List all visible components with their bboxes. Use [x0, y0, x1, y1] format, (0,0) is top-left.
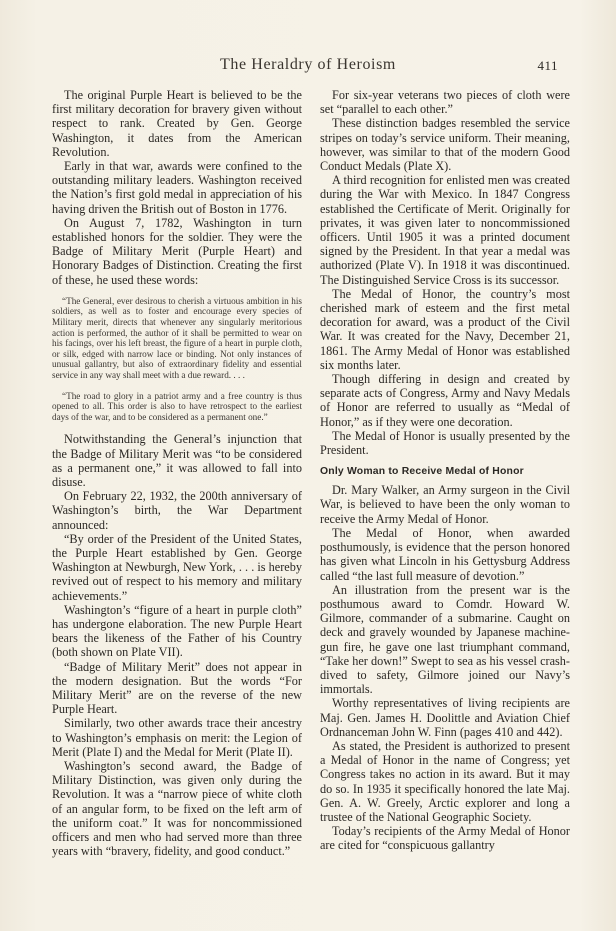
paragraph: Today’s recipients of the Army Medal of Honor are cited for “conspicuous gallantry	[320, 824, 570, 853]
paragraph: Worthy representatives of living recipients are Maj. Gen. James H. Doolittle and Aviation Chief Ordnanceman John W. Finn (pages 410 and 442).	[320, 696, 570, 739]
paragraph: On February 22, 1932, the 200th anniversary of Washington’s birth, the War Department announced:	[52, 489, 302, 532]
paragraph: The Medal of Honor is usually presented by the President.	[320, 428, 570, 458]
paragraph: Early in that war, awards were confined to the outstanding military leaders. Washington received the Nation’s first gold medal in appreciation of his having driven the British out of Boston in 1776.	[52, 159, 302, 216]
right-column	[320, 88, 570, 858]
paragraph: As stated, the President is authorized to present a Medal of Honor in the name of Congress; yet Congress takes no action in its award. But it may do so. In 1935 it specifically honored the late Maj. Gen. A. W. Greely, Arctic explorer and long a trustee of the National Geographic Society.	[320, 738, 570, 824]
paragraph: These distinction badges resembled the service stripes on today’s service uniform. Their meaning, however, was similar to that of the modern Good Conduct Medals (Plate X).	[320, 116, 570, 174]
text-columns	[52, 88, 570, 858]
paragraph: For six-year veterans two pieces of cloth were set “parallel to each other.”	[320, 88, 570, 117]
paragraph: An illustration from the present war is the posthumous award to Comdr. Howard W. Gilmore, commander of a submarine. Caught on deck and gravely wounded by Japanese machine-gun fire, he gave one last triumphant command, “Take her down!” Swept to sea as his vessel crash-dived to safety, Gilmore joined our Navy’s immortals.	[320, 582, 570, 697]
page-header	[52, 56, 564, 78]
paragraph: “By order of the President of the United States, the Purple Heart established by Gen. George Washington at Newburgh, New York, . . . is hereby revived out of respect to his memory and military achievements.”	[52, 531, 302, 603]
paragraph: Similarly, two other awards trace their ancestry to Washington’s emphasis on merit: the Legion of Merit (Plate I) and the Medal for Merit (Plate II).	[52, 716, 302, 759]
paragraph: On August 7, 1782, Washington in turn established honors for the soldier. They were the Badge of Military Merit (Purple Heart) and Honorary Badges of Distinction. Creating the first of these, he used these words:	[52, 215, 302, 287]
paragraph: A third recognition for enlisted men was created during the War with Mexico. In 1847 Congress established the Certificate of Merit. Originally for privates, it was given later to noncommissioned officers. Until 1905 it was a printed document signed by the President. In that year a medal was authorized (Plate V). In 1918 it was discontinued. The Distinguished Service Cross is its successor.	[320, 173, 570, 287]
block-quote: “The General, ever desirous to cherish a virtuous ambition in his soldiers, as well as to foster and encourage every species of Military merit, directs that whenever any singularly meritorious action is performed, the author of it shall be permitted to wear on his facings, over his left breast, the figure of a heart in purple cloth, or silk, edged with narrow lace or binding. Not only instances of unusual gallantry, but also of extraordinary fidelity and essential service in any way shall meet with a due reward. . . .	[52, 295, 302, 380]
paragraph: Notwithstanding the General’s injunction that the Badge of Military Merit was “to be considered as a permanent one,” it was allowed to fall into disuse.	[52, 432, 302, 489]
paragraph: Washington’s second award, the Badge of Military Distinction, was given only during the Revolution. It was a “narrow piece of white cloth of an angular form, to be fixed on the left arm of the uniform coat.” It was for noncommissioned officers and men who had served more than three years with “bravery, fidelity, and good conduct.”	[52, 759, 302, 859]
paragraph: Dr. Mary Walker, an Army surgeon in the Civil War, is believed to have been the only woman to receive the Army Medal of Honor.	[320, 483, 570, 526]
page-number: 411	[537, 58, 558, 73]
paragraph: The original Purple Heart is believed to be the first military decoration for bravery given without respect to rank. Created by Gen. George Washington, it dates from the American Revolution.	[52, 88, 302, 159]
paragraph: The Medal of Honor, the country’s most cherished mark of esteem and the first metal decoration for award, was a product of the Civil War. It was created for the Navy, December 21, 1861. The Army Medal of Honor was established six months later.	[320, 286, 570, 372]
running-title: The Heraldry of Heroism	[220, 56, 396, 73]
left-column	[52, 88, 302, 858]
paragraph: Washington’s “figure of a heart in purple cloth” has undergone elaboration. The new Purple Heart bears the likeness of the Father of his Country (both shown on Plate VII).	[52, 602, 302, 660]
paragraph: The Medal of Honor, when awarded posthumously, is evidence that the person honored has given what Lincoln in his Gettysburg Address called “the last full measure of devotion.”	[320, 525, 570, 583]
paragraph: Though differing in design and created by separate acts of Congress, Army and Navy Medals of Honor are referred to usually as “Medal of Honor,” as if they were one decoration.	[320, 372, 570, 429]
section-heading: Only Woman to Receive Medal of Honor	[320, 466, 524, 478]
paragraph: “Badge of Military Merit” does not appear in the modern designation. But the words “For Military Merit” are on the reverse of the new Purple Heart.	[52, 659, 302, 717]
block-quote: “The road to glory in a patriot army and a free country is thus opened to all. This order is also to have retrospect to the earliest days of the war, and to be considered as a permanent one.”	[52, 390, 302, 422]
